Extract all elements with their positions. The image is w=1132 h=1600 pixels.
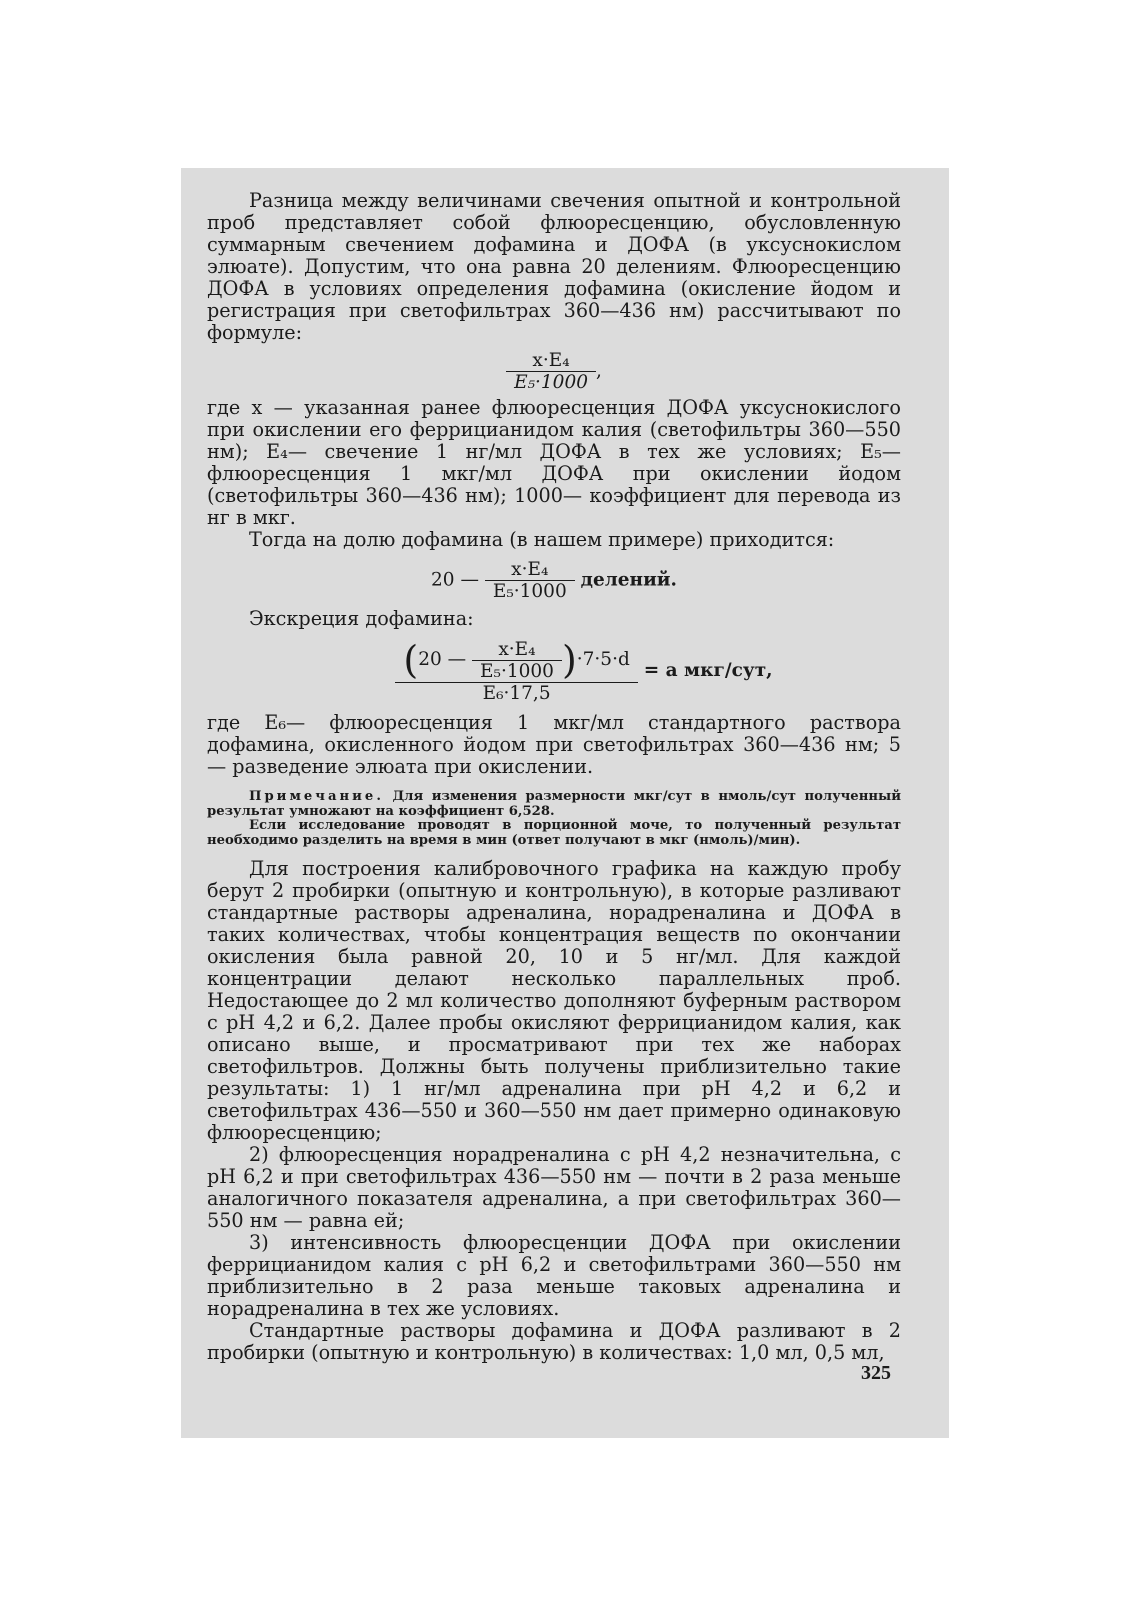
book-page bbox=[181, 168, 949, 1438]
page-number: 325 bbox=[861, 1362, 891, 1384]
paragraph-share: Тогда на долю дофамина (в нашем примере) приходится: bbox=[249, 528, 835, 551]
fraction-denominator: E₅·1000 bbox=[492, 581, 567, 602]
paragraph-item-3: 3) интенсивность флюоресценции ДОФА при окислении феррицианидом калия с pH 6,2 и светофильтрами 360—550 нм приблизительно в 2 раза меньше таковых адреналина и норадреналина в тех же условиях. bbox=[207, 1231, 901, 1320]
note-block bbox=[207, 790, 901, 848]
fraction-outer-numerator bbox=[395, 638, 637, 683]
fraction-denominator: E₅·1000 bbox=[514, 372, 588, 393]
formula-excretion bbox=[207, 638, 901, 704]
paren-close: ) bbox=[561, 638, 577, 682]
fraction-outer-denominator: E₆·17,5 bbox=[482, 683, 551, 704]
inner-lead: 20 — bbox=[418, 649, 467, 670]
fraction bbox=[506, 350, 596, 393]
formula-tail: ·7·5·d bbox=[576, 649, 630, 670]
paragraph-calibration: Для построения калибровочного графика на каждую пробу берут 2 пробирки (опытную и контрольную), в которые разливают стандартные растворы адреналина, норадреналина и ДОФА в таких количествах, чтобы концентрация веществ по окончании окисления была равной 20, 10 и 5 нг/мл. Для каждой концентрации делают несколько параллельных проб. Недостающее до 2 мл количество дополняют буферным раствором с pH 4,2 и 6,2. Далее пробы окисляют феррицианидом калия, как описано выше, и просматривают при тех же наборах светофильтров. Должны быть получены приблизительно такие результаты: 1) 1 нг/мл адреналина при pH 4,2 и 6,2 и светофильтрах 436—550 и 360—550 нм дает примерно одинаковую флюоресценцию; bbox=[207, 857, 901, 1144]
formula-trail: делений. bbox=[580, 569, 677, 591]
formula-result: = a мкг/сут, bbox=[643, 660, 773, 681]
text-column bbox=[207, 190, 901, 1364]
formula-lead: 20 — bbox=[431, 569, 479, 591]
fraction-outer bbox=[395, 638, 637, 704]
fraction-numerator: x·E₄ bbox=[485, 559, 575, 581]
fraction-numerator: x·E₄ bbox=[506, 350, 596, 372]
paragraph-intro: Разница между величинами свечения опытной и контрольной проб представляет собой флюоресценцию, обусловленную суммарным свечением дофамина и ДОФА (в уксуснокислом элюате). Допустим, что она равна 20 делениям. Флюоресценцию ДОФА в условиях определения дофамина (окисление йодом и регистрация при светофильтрах 360—436 нм) рассчитывают по формуле: bbox=[207, 189, 901, 344]
note-line-2: Если исследование проводят в порционной моче, то полученный результат необходимо разделить на время в мин (ответ получают в мкг (нмоль)/мин). bbox=[207, 818, 901, 848]
paragraph-item-2: 2) флюоресценция норадреналина с pH 4,2 незначительна, с pH 6,2 и при светофильтрах 436—550 нм — почти в 2 раза меньше аналогичного показателя адреналина, а при светофильтрах 360—550 нм — равна ей; bbox=[207, 1143, 901, 1232]
fraction-inner bbox=[472, 639, 562, 682]
inner-denominator: E₅·1000 bbox=[480, 660, 554, 682]
formula-dopa bbox=[207, 350, 901, 393]
paragraph-e6: где E₆— флюоресценция 1 мкг/мл стандартного раствора дофамина, окисленного йодом при светофильтрах 360—436 нм; 5 — разведение элюата при окислении. bbox=[207, 711, 901, 778]
note-line-1: Для изменения размерности мкг/сут в нмоль/сут полученный результат умножают на коэффициент 6,528. bbox=[207, 789, 902, 819]
formula-share bbox=[207, 559, 901, 602]
paragraph-standards: Стандартные растворы дофамина и ДОФА разливают в 2 пробирки (опытную и контрольную) в количествах: 1,0 мл, 0,5 мл, bbox=[207, 1319, 901, 1364]
formula-trail: , bbox=[596, 360, 602, 382]
paragraph-excretion: Экскреция дофамина: bbox=[249, 607, 474, 630]
fraction bbox=[485, 559, 575, 602]
paragraph-definitions: где x — указанная ранее флюоресценция ДОФА уксуснокислого при окислении его феррицианидом калия (светофильтры 360—550 нм); E₄— свечение 1 нг/мл ДОФА в тех же условиях; E₅— флюоресценция 1 мкг/мл ДОФА при окислении йодом (светофильтры 360—436 нм); 1000— коэффициент для перевода из нг в мкг. bbox=[207, 396, 901, 529]
note-label: Примечание. bbox=[249, 789, 384, 804]
paren-open: ( bbox=[403, 638, 419, 682]
inner-numerator: x·E₄ bbox=[472, 639, 562, 661]
